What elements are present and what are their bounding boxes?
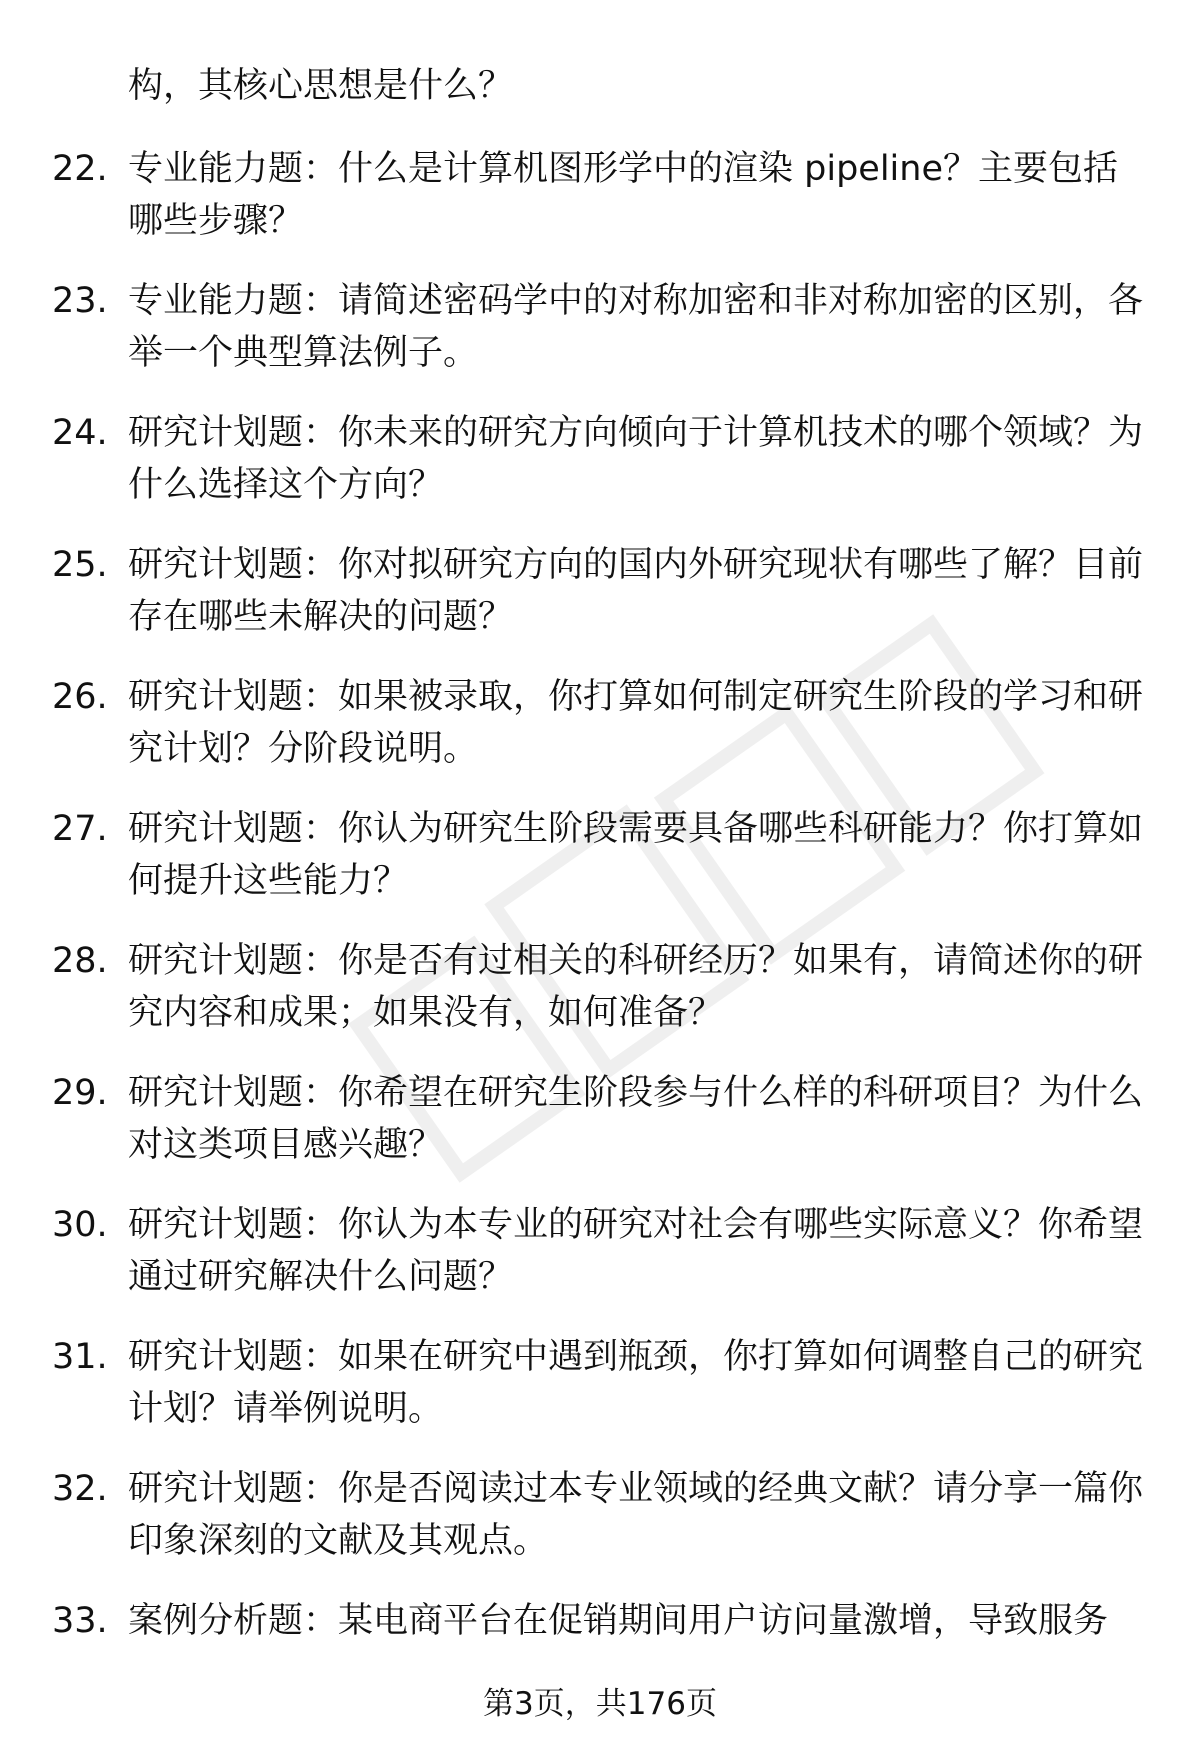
question-text: 专业能力题：什么是计算机图形学中的渲染 pipeline？主要包括哪些步骤？ bbox=[128, 149, 1118, 241]
question-text: 研究计划题：你认为研究生阶段需要具备哪些科研能力？你打算如何提升这些能力？ bbox=[128, 809, 1144, 901]
question-number: 31. bbox=[52, 1337, 108, 1377]
question-number: 22. bbox=[52, 149, 108, 189]
question-number: 23. bbox=[52, 281, 108, 321]
question-number: 24. bbox=[52, 413, 108, 453]
question-number: 29. bbox=[52, 1073, 108, 1113]
question-number: 27. bbox=[52, 809, 108, 849]
page-footer: 第3页，共176页 bbox=[483, 1686, 717, 1722]
question-item bbox=[0, 803, 1200, 935]
question-number: 32. bbox=[52, 1469, 108, 1509]
question-number: 26. bbox=[52, 677, 108, 717]
question-text: 专业能力题：请简述密码学中的对称加密和非对称加密的区别，各举一个典型算法例子。 bbox=[128, 281, 1144, 373]
question-item bbox=[0, 1199, 1200, 1331]
continuation-text: 构，其核心思想是什么？ bbox=[128, 66, 514, 106]
question-item bbox=[0, 1331, 1200, 1463]
question-number: 33. bbox=[52, 1601, 108, 1641]
question-number: 28. bbox=[52, 941, 108, 981]
question-text: 研究计划题：你希望在研究生阶段参与什么样的科研项目？为什么对这类项目感兴趣？ bbox=[128, 1073, 1144, 1165]
question-item bbox=[0, 935, 1200, 1067]
question-item bbox=[0, 671, 1200, 803]
question-item bbox=[0, 275, 1200, 407]
question-item bbox=[0, 407, 1200, 539]
question-item bbox=[0, 1463, 1200, 1595]
question-text: 研究计划题：你是否有过相关的科研经历？如果有，请简述你的研究内容和成果；如果没有，如何准备？ bbox=[128, 941, 1144, 1033]
question-item bbox=[0, 1067, 1200, 1199]
question-text: 研究计划题：你是否阅读过本专业领域的经典文献？请分享一篇你印象深刻的文献及其观点。 bbox=[128, 1469, 1144, 1561]
question-text: 研究计划题：如果被录取，你打算如何制定研究生阶段的学习和研究计划？分阶段说明。 bbox=[128, 677, 1144, 769]
question-text: 研究计划题：如果在研究中遇到瓶颈，你打算如何调整自己的研究计划？请举例说明。 bbox=[128, 1337, 1144, 1429]
question-text: 案例分析题：某电商平台在促销期间用户访问量激增，导致服务 bbox=[128, 1601, 1109, 1641]
question-text: 研究计划题：你对拟研究方向的国内外研究现状有哪些了解？目前存在哪些未解决的问题？ bbox=[128, 545, 1144, 637]
question-text: 研究计划题：你未来的研究方向倾向于计算机技术的哪个领域？为什么选择这个方向？ bbox=[128, 413, 1144, 505]
question-number: 30. bbox=[52, 1205, 108, 1245]
question-list bbox=[0, 143, 1200, 1727]
question-item bbox=[0, 143, 1200, 275]
question-item bbox=[0, 539, 1200, 671]
question-number: 25. bbox=[52, 545, 108, 585]
question-text: 研究计划题：你认为本专业的研究对社会有哪些实际意义？你希望通过研究解决什么问题？ bbox=[128, 1205, 1144, 1297]
